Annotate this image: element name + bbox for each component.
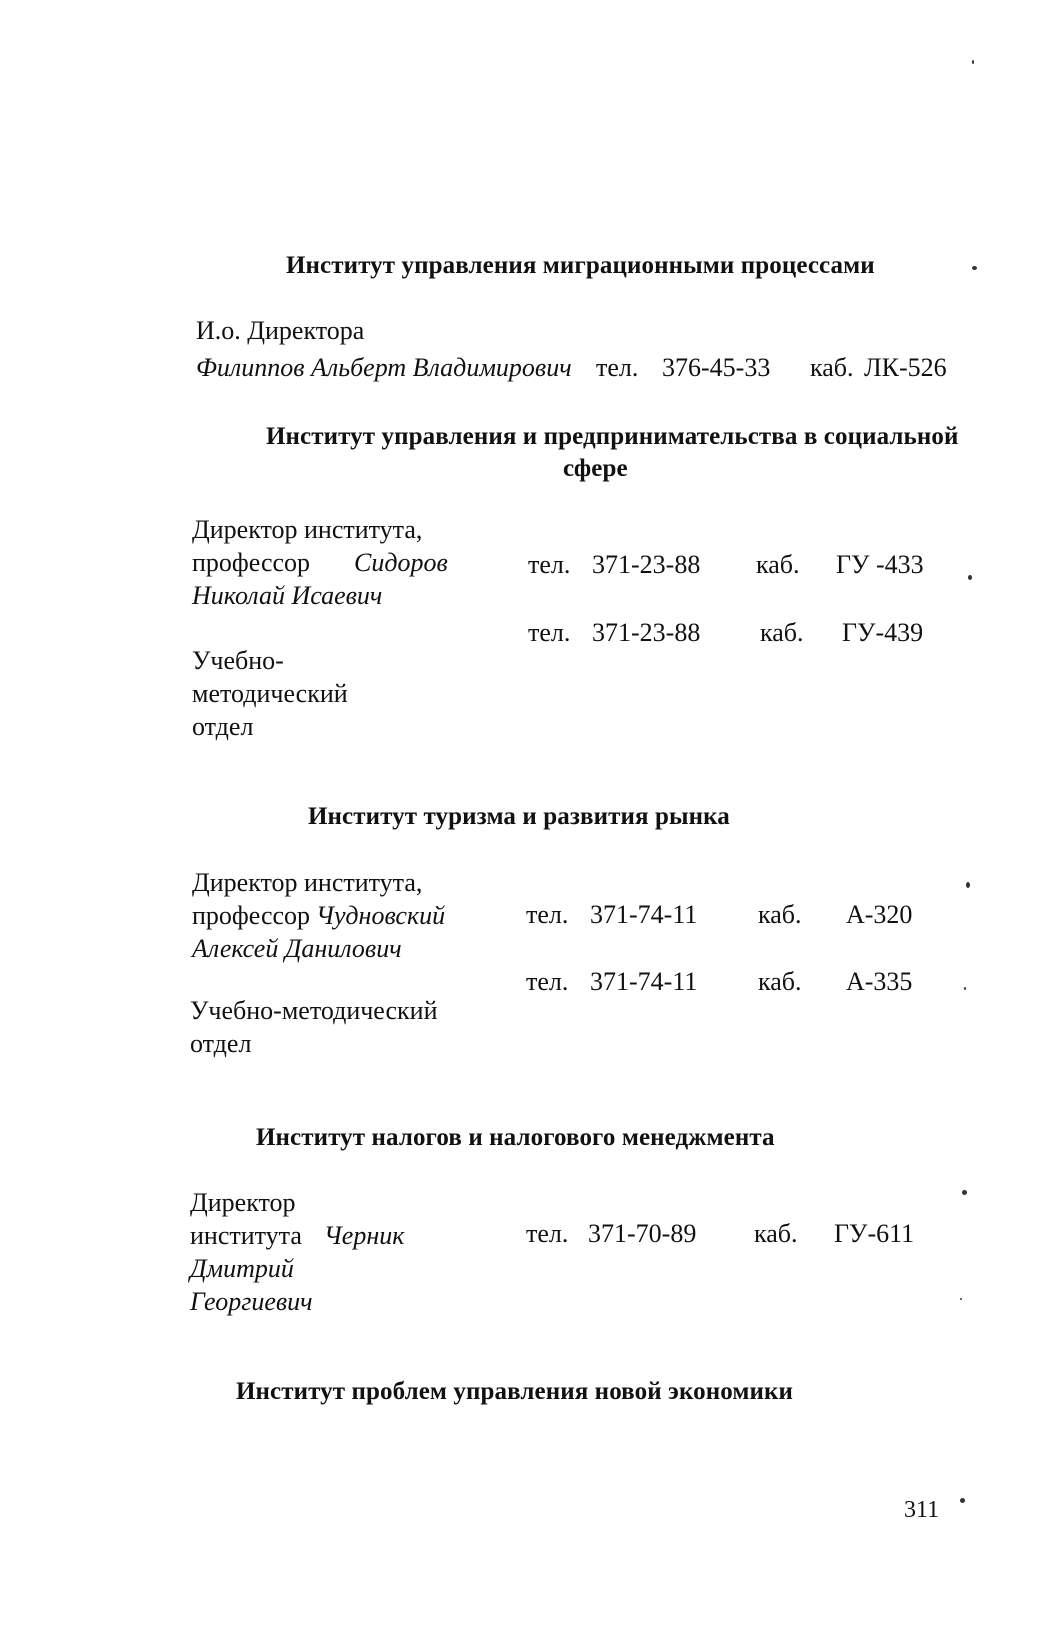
section-3-dept-tel-label: тел. (526, 967, 569, 996)
section-4-person-name-line2: Георгиевич (190, 1287, 313, 1316)
section-3-room-label: каб. (758, 900, 802, 929)
scan-speck (972, 60, 974, 64)
section-1-tel-label: тел. (596, 353, 639, 382)
section-2-person-surname: Сидоров (354, 548, 448, 577)
section-4-person-surname: Черник (323, 1221, 405, 1250)
section-1-room-label: каб. (810, 353, 854, 382)
section-4-person-name-line1: Дмитрий (190, 1254, 294, 1283)
section-3-title: Институт туризма и развития рынка (308, 803, 730, 830)
section-2-role-line2 (192, 546, 448, 579)
section-3-role-title: профессор (192, 901, 311, 930)
section-1-tel: 376-45-33 (662, 353, 771, 382)
section-4-tel: 371-70-89 (588, 1219, 697, 1248)
section-3-tel: 371-74-11 (590, 900, 698, 929)
section-2-director-block (192, 513, 448, 612)
scan-speck (962, 1190, 967, 1195)
section-2-dept-room: ГУ-439 (842, 618, 924, 647)
section-1-person: Филиппов Альберт Владимирович (196, 353, 572, 382)
section-4-director-block (190, 1186, 404, 1318)
section-4-role-title: института (190, 1221, 302, 1250)
section-4-role-line2 (190, 1219, 404, 1252)
section-2-dept-line3: отдел (192, 712, 254, 741)
scan-speck (966, 882, 970, 888)
section-2-dept-line2: методический (192, 679, 348, 708)
section-3-person-surname: Чудновский (316, 901, 446, 930)
scan-speck (964, 987, 966, 990)
section-3-role-line1: Директор института, (192, 868, 423, 897)
section-3-dept-line2: отдел (190, 1029, 252, 1058)
section-3-dept-line1: Учебно-методический (190, 996, 438, 1025)
section-3-director-block (192, 866, 445, 965)
section-2-dept-line1: Учебно- (192, 646, 284, 675)
section-3-person-name: Алексей Данилович (192, 934, 402, 963)
section-2-title-line2: сфере (563, 455, 628, 482)
section-2-role-title: профессор (192, 548, 311, 577)
section-3-dept-tel: 371-74-11 (590, 967, 698, 996)
scan-speck (972, 266, 977, 270)
section-3-dept-room-label: каб. (758, 967, 802, 996)
section-2-role-line1: Директор института, (192, 515, 423, 544)
section-3-tel-label: тел. (526, 900, 569, 929)
section-2-dept-block (192, 644, 348, 743)
section-2-dept-room-label: каб. (760, 618, 804, 647)
section-2-room: ГУ -433 (836, 550, 924, 579)
section-3-role-line2 (192, 899, 445, 932)
scan-speck (968, 575, 972, 580)
section-1-title: Институт управления миграционными процессами (286, 252, 875, 279)
scan-speck (960, 1298, 962, 1300)
section-2-title-line1: Институт управления и предпринимательства в социальной (266, 423, 959, 450)
section-4-tel-label: тел. (526, 1219, 569, 1248)
section-2-person-name: Николай Исаевич (192, 581, 383, 610)
section-2-tel-label: тел. (528, 550, 571, 579)
section-3-dept-room: А-335 (846, 967, 913, 996)
section-4-room: ГУ-611 (834, 1219, 915, 1248)
section-5-title: Институт проблем управления новой экономики (236, 1378, 793, 1405)
section-4-title: Институт налогов и налогового менеджмента (256, 1124, 775, 1151)
section-3-dept-block (190, 994, 438, 1060)
section-2-dept-tel-label: тел. (528, 618, 571, 647)
section-2-tel: 371-23-88 (592, 550, 701, 579)
section-3-room: А-320 (846, 900, 913, 929)
section-2-dept-tel: 371-23-88 (592, 618, 701, 647)
section-4-room-label: каб. (754, 1219, 798, 1248)
scan-speck (960, 1498, 965, 1503)
section-1-role: И.о. Директора (196, 316, 365, 345)
page-number: 311 (904, 1497, 940, 1523)
section-2-room-label: каб. (756, 550, 800, 579)
section-1-room: ЛК-526 (864, 353, 947, 382)
section-4-role-line1: Директор (190, 1188, 296, 1217)
